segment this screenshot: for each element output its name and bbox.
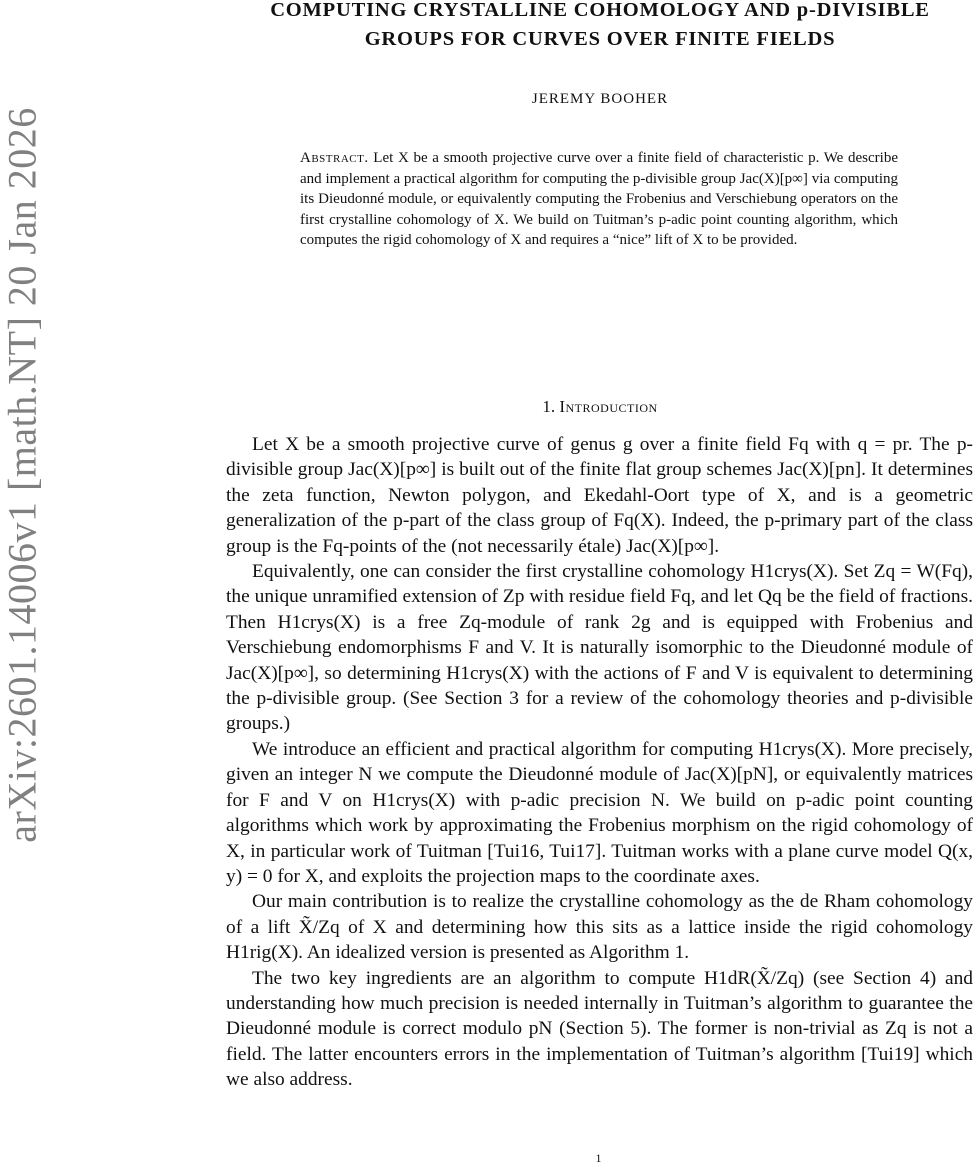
section-title: Introduction	[559, 397, 658, 416]
page-number: 1	[595, 1151, 602, 1165]
abstract	[300, 148, 898, 251]
section-number: 1.	[542, 397, 556, 416]
abstract-text: Let X be a smooth projective curve over a finite field of characteristic p. We describe and implement a practical algorithm for computing the p-divisible group Jac(X)[p∞] via computing its Dieudonné module, or equivalently computing the Frobenius and Verschiebung operators on the first crystalline cohomology of X. We build on Tuitman’s p-adic point counting algorithm, which computes the rigid cohomology of X and requires a “nice” lift of X to be provided.	[300, 150, 898, 249]
paragraph: We introduce an efficient and practical algorithm for computing H1crys(X). More precisely, given an integer N we compute the Dieudonné module of Jac(X)[pN], or equivalently matrices for F and V on H1crys(X) with p-adic precision N. We build on p-adic point counting algorithms which work by approximating the Frobenius morphism on the rigid cohomology of X, in particular work of Tuitman [Tui16, Tui17]. Tuitman works with a plane curve model Q(x, y) = 0 for X, and exploits the projection maps to the coordinate axes.	[226, 738, 973, 887]
title-line-1: COMPUTING CRYSTALLINE COHOMOLOGY AND p-DIVISIBLE	[270, 0, 930, 21]
paragraph: Equivalently, one can consider the first crystalline cohomology H1crys(X). Set Zq = W(Fq), the unique unramified extension of Zp with residue field Fq, and let Qq be the field of fractions. Then H1crys(X) is a free Zq-module of rank 2g and is equipped with Frobenius and Verschiebung endomorphisms F and V. It is naturally isomorphic to the Dieudonné module of Jac(X)[p∞], so determining H1crys(X) with the actions of F and V is equivalent to determining the p-divisible group. (See Section 3 for a review of the cohomology theories and p-divisible groups.)	[226, 561, 973, 735]
arxiv-identifier: arXiv:2601.14006v1 [math.NT] 20 Jan 2026	[0, 107, 45, 843]
paragraph: The two key ingredients are an algorithm to compute H1dR(X̃/Zq) (see Section 4) and understanding how much precision is needed internally in Tuitman’s algorithm to guarantee the Dieudonné module is correct modulo pN (Section 5). The former is non-trivial as Zq is not a field. The latter encounters errors in the implementation of Tuitman’s algorithm [Tui19] which we also address.	[226, 967, 973, 1091]
title-line-2: GROUPS FOR CURVES OVER FINITE FIELDS	[364, 28, 836, 50]
introduction-body	[226, 432, 973, 1093]
paper-title	[222, 0, 975, 54]
arxiv-sidebar	[0, 0, 50, 1165]
abstract-label: Abstract.	[300, 150, 369, 166]
section-heading	[222, 397, 975, 417]
paragraph: Our main contribution is to realize the crystalline cohomology as the de Rham cohomology of a lift X̃/Zq of X and determining how this sits as a lattice inside the rigid cohomology H1rig(X). An idealized version is presented as Algorithm 1.	[226, 891, 973, 964]
author-name: JEREMY BOOHER	[531, 91, 669, 107]
paragraph: Let X be a smooth projective curve of genus g over a finite field Fq with q = pr. The p-divisible group Jac(X)[p∞] is built out of the finite flat group schemes Jac(X)[pn]. It determines the zeta function, Newton polygon, and Ekedahl-Oort type of X, and is a geometric generalization of the p-part of the class group of Fq(X). Indeed, the p-primary part of the class group is the Fq-points of the (not necessarily étale) Jac(X)[p∞].	[226, 434, 973, 557]
